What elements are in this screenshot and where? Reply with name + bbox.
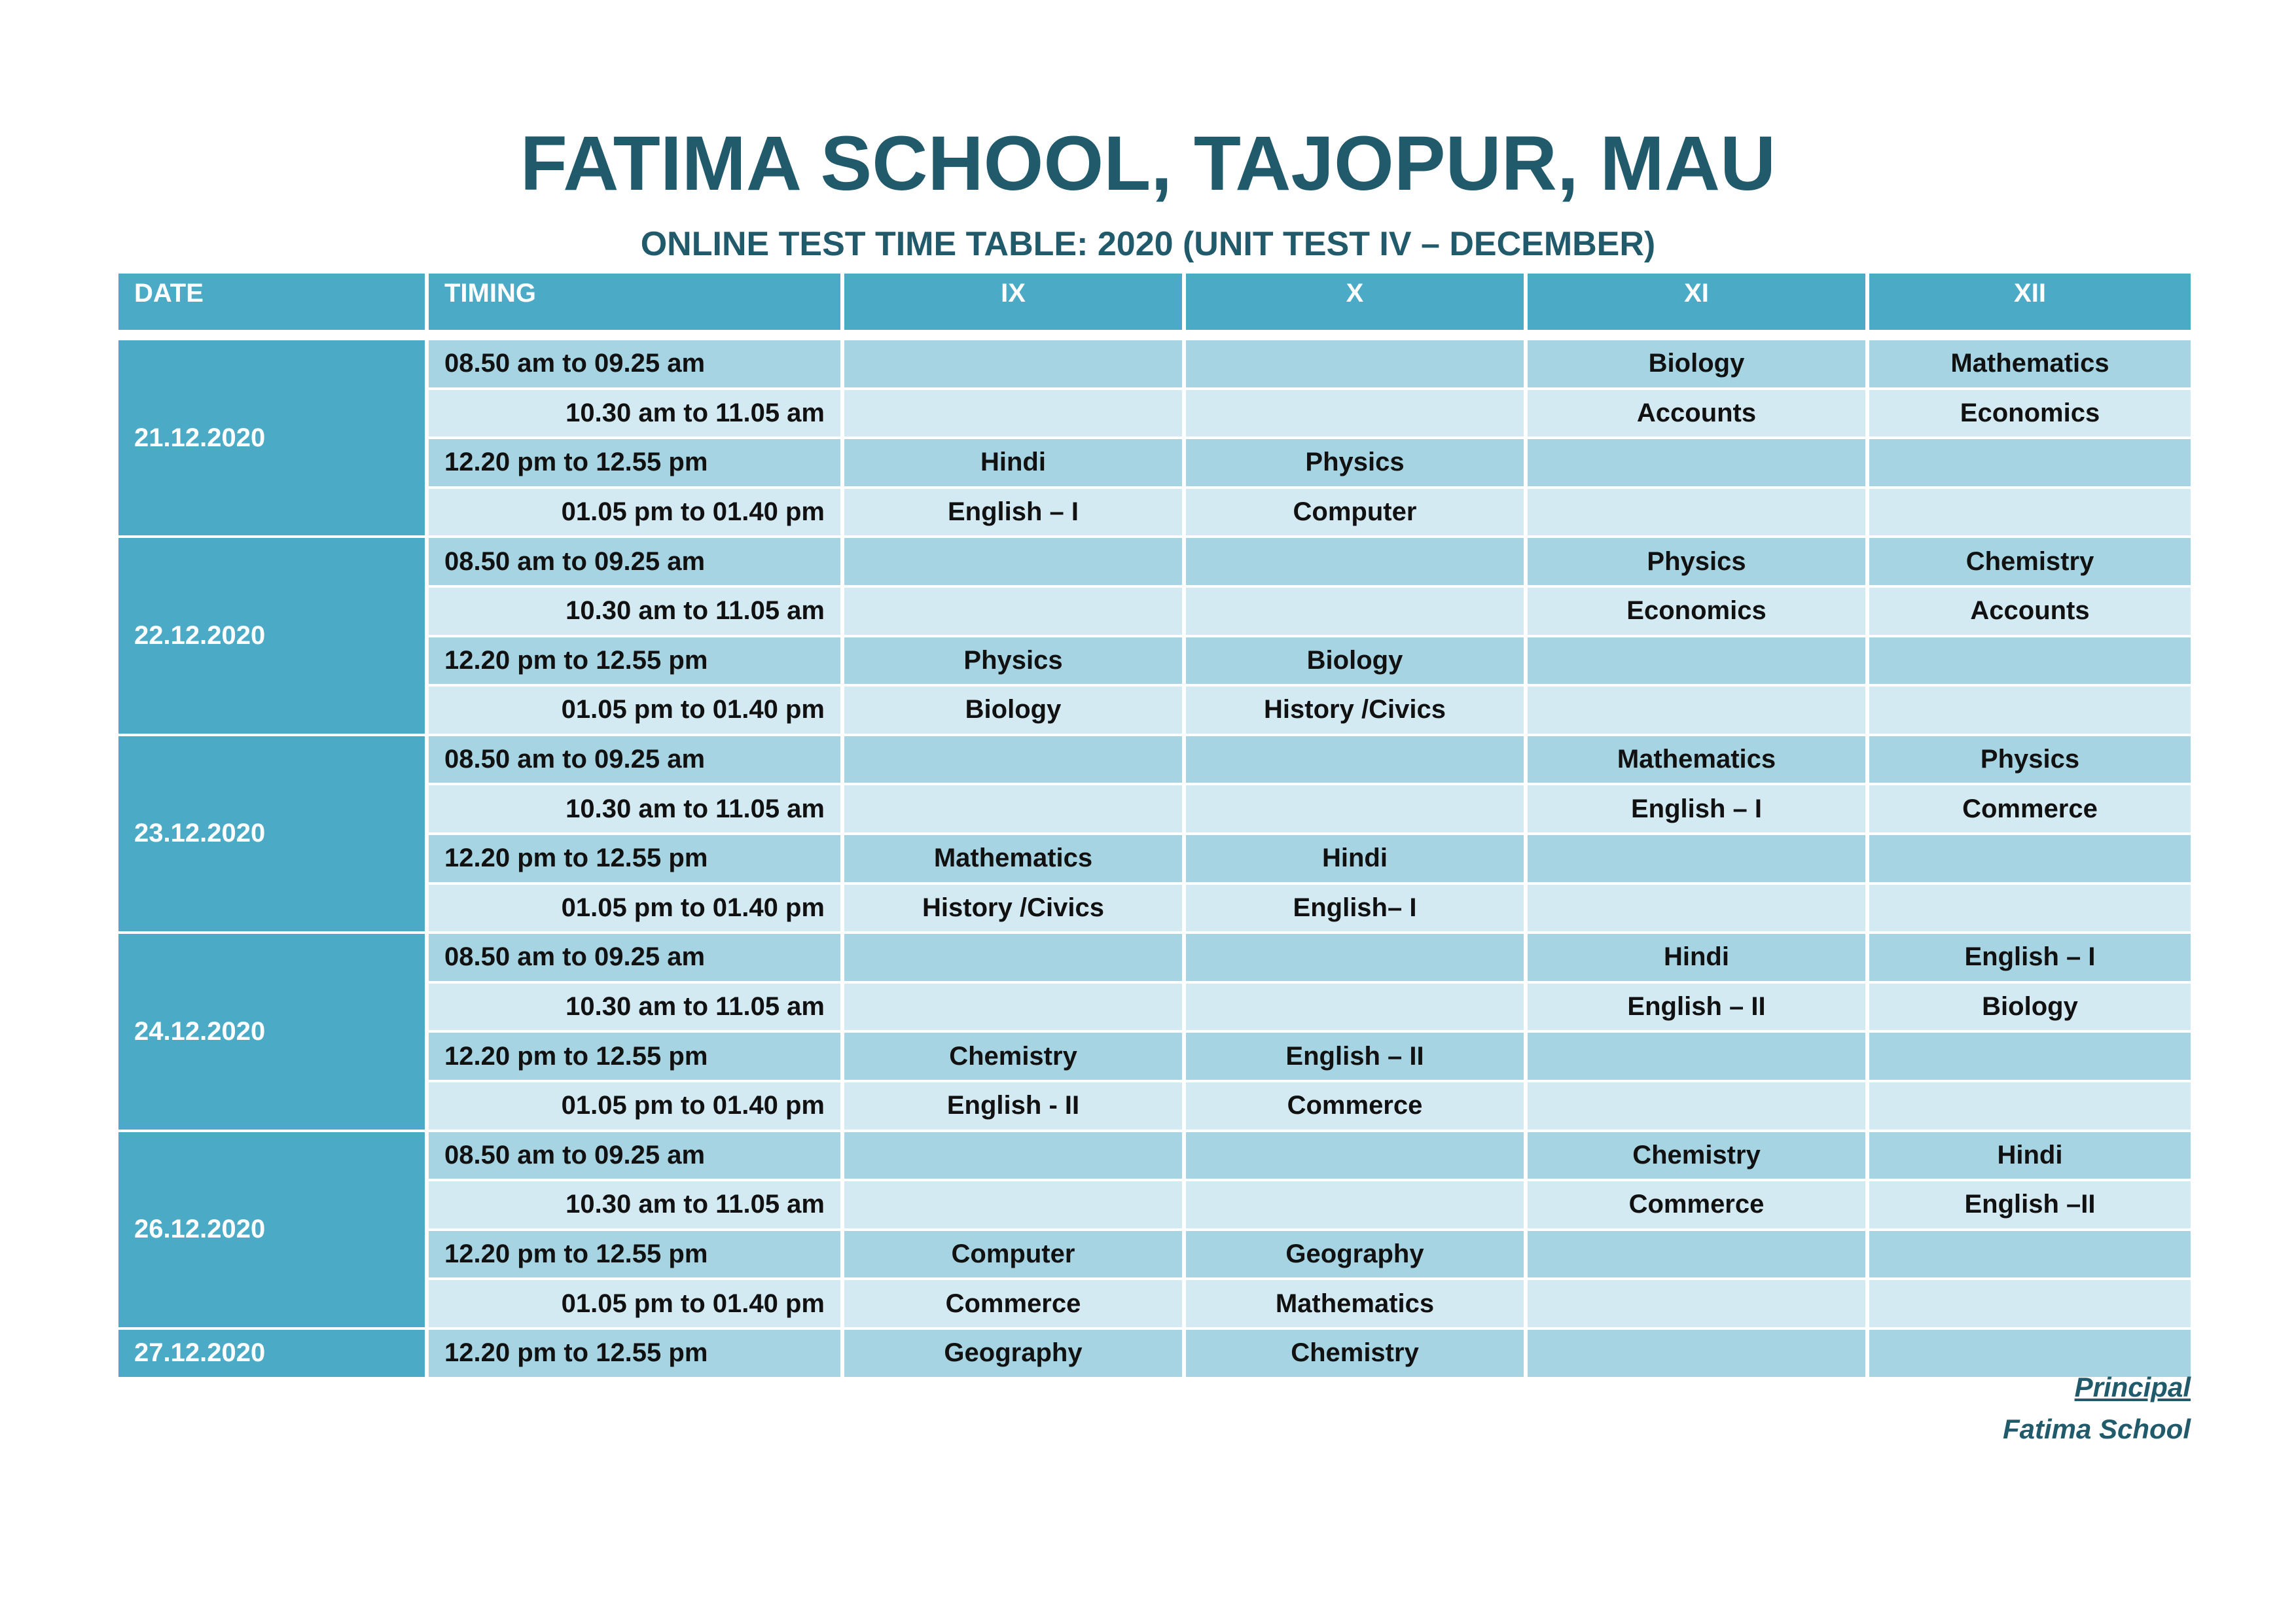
subject-cell-x: Physics [1186, 439, 1524, 486]
subject-cell-x: Commerce [1186, 1082, 1524, 1130]
date-cell: 24.12.2020 [118, 934, 425, 1129]
subject-cell-ix [844, 1132, 1182, 1179]
subject-cell-x: History /Civics [1186, 687, 1524, 734]
subject-cell-xii: Accounts [1869, 588, 2191, 635]
date-cell: 26.12.2020 [118, 1132, 425, 1327]
timetable [118, 274, 2191, 1374]
subject-cell-ix [844, 934, 1182, 981]
subject-cell-x [1186, 736, 1524, 783]
column-header-xi: XI [1528, 274, 1865, 330]
timing-cell: 10.30 am to 11.05 am [429, 588, 840, 635]
subject-cell-ix: Commerce [844, 1280, 1182, 1327]
date-cell: 27.12.2020 [118, 1330, 425, 1377]
subject-cell-ix: Chemistry [844, 1033, 1182, 1080]
subject-cell-xi [1528, 835, 1865, 882]
subject-cell-xi [1528, 637, 1865, 685]
subject-cell-ix [844, 984, 1182, 1031]
subject-cell-xi: English – I [1528, 785, 1865, 832]
subject-cell-ix [844, 1181, 1182, 1228]
subject-cell-xi [1528, 1082, 1865, 1130]
school-title: FATIMA SCHOOL, TAJOPUR, MAU [520, 120, 1776, 207]
signature-principal: Principal [2074, 1372, 2191, 1402]
timing-cell: 08.50 am to 09.25 am [429, 1132, 840, 1179]
subject-cell-xi: English – II [1528, 984, 1865, 1031]
subject-cell-xii: Commerce [1869, 785, 2191, 832]
subject-cell-xii [1869, 637, 2191, 685]
subject-cell-x [1186, 984, 1524, 1031]
timing-cell: 12.20 pm to 12.55 pm [429, 637, 840, 685]
subject-cell-xi: Physics [1528, 538, 1865, 585]
subject-cell-ix [844, 588, 1182, 635]
subject-cell-xii [1869, 439, 2191, 486]
timing-cell: 01.05 pm to 01.40 pm [429, 885, 840, 932]
subject-cell-xi: Economics [1528, 588, 1865, 635]
subject-cell-xi [1528, 1033, 1865, 1080]
subject-cell-x [1186, 1132, 1524, 1179]
subject-cell-xi: Mathematics [1528, 736, 1865, 783]
subject-cell-x [1186, 390, 1524, 437]
subject-cell-xii [1869, 1231, 2191, 1278]
subject-cell-ix [844, 538, 1182, 585]
subject-cell-x [1186, 588, 1524, 635]
subject-cell-x: English – II [1186, 1033, 1524, 1080]
subject-cell-ix: Biology [844, 687, 1182, 734]
timing-cell: 01.05 pm to 01.40 pm [429, 489, 840, 536]
date-cell: 22.12.2020 [118, 538, 425, 733]
subject-cell-ix: Physics [844, 637, 1182, 685]
timing-cell: 10.30 am to 11.05 am [429, 984, 840, 1031]
subject-cell-x [1186, 1181, 1524, 1228]
timing-cell: 10.30 am to 11.05 am [429, 785, 840, 832]
timing-cell: 01.05 pm to 01.40 pm [429, 687, 840, 734]
subject-cell-x: Hindi [1186, 835, 1524, 882]
subject-cell-xii [1869, 489, 2191, 536]
subject-cell-ix [844, 390, 1182, 437]
subject-cell-x: Geography [1186, 1231, 1524, 1278]
subject-cell-xii: English –II [1869, 1181, 2191, 1228]
subject-cell-x: Biology [1186, 637, 1524, 685]
subject-cell-ix: Computer [844, 1231, 1182, 1278]
subject-cell-xii [1869, 885, 2191, 932]
timing-cell: 10.30 am to 11.05 am [429, 1181, 840, 1228]
timing-cell: 08.50 am to 09.25 am [429, 340, 840, 387]
timing-cell: 01.05 pm to 01.40 pm [429, 1280, 840, 1327]
subject-cell-ix [844, 340, 1182, 387]
subject-cell-xii [1869, 1330, 2191, 1377]
subject-cell-xii: Mathematics [1869, 340, 2191, 387]
subject-cell-ix: History /Civics [844, 885, 1182, 932]
subject-cell-xi: Biology [1528, 340, 1865, 387]
subject-cell-ix [844, 736, 1182, 783]
subject-cell-xii: Economics [1869, 390, 2191, 437]
date-cell: 21.12.2020 [118, 340, 425, 535]
subject-cell-xi: Hindi [1528, 934, 1865, 981]
column-header-date: DATE [118, 274, 425, 330]
timing-cell: 01.05 pm to 01.40 pm [429, 1082, 840, 1130]
column-header-ix: IX [844, 274, 1182, 330]
subject-cell-xi [1528, 885, 1865, 932]
subject-cell-xi [1528, 1231, 1865, 1278]
subject-cell-x: English– I [1186, 885, 1524, 932]
timing-cell: 12.20 pm to 12.55 pm [429, 1231, 840, 1278]
subject-cell-x: Computer [1186, 489, 1524, 536]
subject-cell-x [1186, 785, 1524, 832]
date-cell: 23.12.2020 [118, 736, 425, 931]
subject-cell-xi [1528, 687, 1865, 734]
subject-cell-xi: Chemistry [1528, 1132, 1865, 1179]
timing-cell: 12.20 pm to 12.55 pm [429, 1330, 840, 1377]
subject-cell-x [1186, 934, 1524, 981]
subject-cell-x [1186, 340, 1524, 387]
timing-cell: 12.20 pm to 12.55 pm [429, 1033, 840, 1080]
timing-cell: 12.20 pm to 12.55 pm [429, 439, 840, 486]
column-header-xii: XII [1869, 274, 2191, 330]
subject-cell-x: Mathematics [1186, 1280, 1524, 1327]
subject-cell-xi [1528, 489, 1865, 536]
timetable-subtitle: ONLINE TEST TIME TABLE: 2020 (UNIT TEST IV – DECEMBER) [640, 225, 1656, 263]
subject-cell-xii [1869, 835, 2191, 882]
subject-cell-xii [1869, 1033, 2191, 1080]
subject-cell-xii [1869, 1082, 2191, 1130]
subject-cell-xii: English – I [1869, 934, 2191, 981]
column-header-timing: TIMING [429, 274, 840, 330]
subject-cell-xii: Biology [1869, 984, 2191, 1031]
subject-cell-xii: Physics [1869, 736, 2191, 783]
timing-cell: 08.50 am to 09.25 am [429, 736, 840, 783]
subject-cell-ix: Mathematics [844, 835, 1182, 882]
subject-cell-xi [1528, 439, 1865, 486]
column-header-x: X [1186, 274, 1524, 330]
subject-cell-xi: Accounts [1528, 390, 1865, 437]
subject-cell-ix: English – I [844, 489, 1182, 536]
signature-school: Fatima School [2002, 1414, 2191, 1444]
subject-cell-ix [844, 785, 1182, 832]
timing-cell: 10.30 am to 11.05 am [429, 390, 840, 437]
subject-cell-xii: Chemistry [1869, 538, 2191, 585]
subject-cell-ix: Geography [844, 1330, 1182, 1377]
timing-cell: 12.20 pm to 12.55 pm [429, 835, 840, 882]
subject-cell-xi: Commerce [1528, 1181, 1865, 1228]
subject-cell-xii [1869, 687, 2191, 734]
subject-cell-ix: English - II [844, 1082, 1182, 1130]
subject-cell-xii: Hindi [1869, 1132, 2191, 1179]
timing-cell: 08.50 am to 09.25 am [429, 934, 840, 981]
subject-cell-x [1186, 538, 1524, 585]
timing-cell: 08.50 am to 09.25 am [429, 538, 840, 585]
subject-cell-xii [1869, 1280, 2191, 1327]
subject-cell-xi [1528, 1280, 1865, 1327]
subject-cell-xi [1528, 1330, 1865, 1377]
subject-cell-x: Chemistry [1186, 1330, 1524, 1377]
subject-cell-ix: Hindi [844, 439, 1182, 486]
